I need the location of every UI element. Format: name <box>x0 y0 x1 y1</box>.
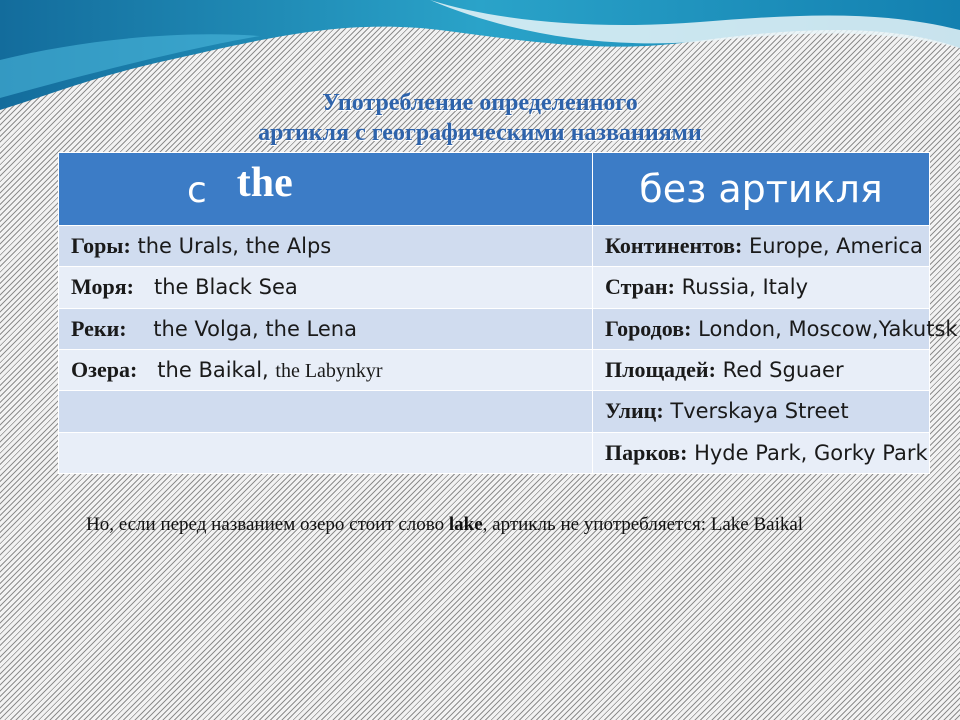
table-row <box>59 432 930 473</box>
right-label: Парков: <box>605 439 688 465</box>
title-line-2: артикля с географическими названиями <box>258 120 702 146</box>
left-label: Озера: <box>71 357 138 383</box>
right-value: Tverskaya Street <box>663 399 849 424</box>
left-cell <box>59 432 593 473</box>
header-without-article: без артикля <box>593 153 930 226</box>
header-with-the <box>59 153 593 226</box>
right-label: Улиц: <box>605 398 664 424</box>
left-value: the Baikal, <box>137 358 276 383</box>
right-cell <box>593 226 930 267</box>
note-bold-word: lake <box>448 514 483 535</box>
note-after: , артикль не употребляется: Lake Baikal <box>482 514 804 535</box>
left-label: Моря: <box>71 274 134 300</box>
lake-note <box>86 512 912 538</box>
left-cell <box>59 391 593 432</box>
table-row <box>59 391 930 432</box>
right-value: Hyde Park, Gorky Park <box>687 440 928 465</box>
right-cell <box>593 308 958 349</box>
right-value: Red Sguaer <box>715 358 844 383</box>
left-label: Горы: <box>71 233 131 259</box>
header-prefix: с <box>187 170 207 211</box>
table-header-row <box>59 153 930 226</box>
table-row <box>59 349 930 390</box>
table-row <box>59 308 930 349</box>
left-label: Реки: <box>71 315 127 341</box>
table-row <box>59 226 930 267</box>
table-body <box>58 152 958 474</box>
title-line-1: Употребление определенного <box>322 90 638 116</box>
left-cell <box>59 349 593 390</box>
right-cell <box>593 432 930 473</box>
left-value: the Urals, the Alps <box>130 234 332 259</box>
right-cell <box>593 267 930 308</box>
note-before: Но, если перед названием озеро стоит слово <box>86 514 449 535</box>
left-value: the Black Sea <box>133 275 298 300</box>
right-value: London, Moscow,Yakutsk <box>691 316 958 341</box>
left-cell <box>59 267 593 308</box>
header-article: the <box>236 160 293 206</box>
right-label: Континентов: <box>605 233 743 259</box>
left-value: the Volga, the Lena <box>126 316 357 341</box>
right-value: Europe, America <box>742 234 923 259</box>
articles-table <box>58 152 958 474</box>
table-row <box>59 267 930 308</box>
right-label: Городов: <box>605 315 692 341</box>
right-label: Стран: <box>605 274 675 300</box>
slide-title <box>120 88 840 148</box>
left-value-small: the Labynkyr <box>275 360 383 383</box>
right-label: Площадей: <box>605 357 716 383</box>
right-cell <box>593 391 930 432</box>
right-cell <box>593 349 930 390</box>
right-value: Russia, Italy <box>674 275 809 300</box>
left-cell <box>59 308 593 349</box>
left-cell <box>59 226 593 267</box>
